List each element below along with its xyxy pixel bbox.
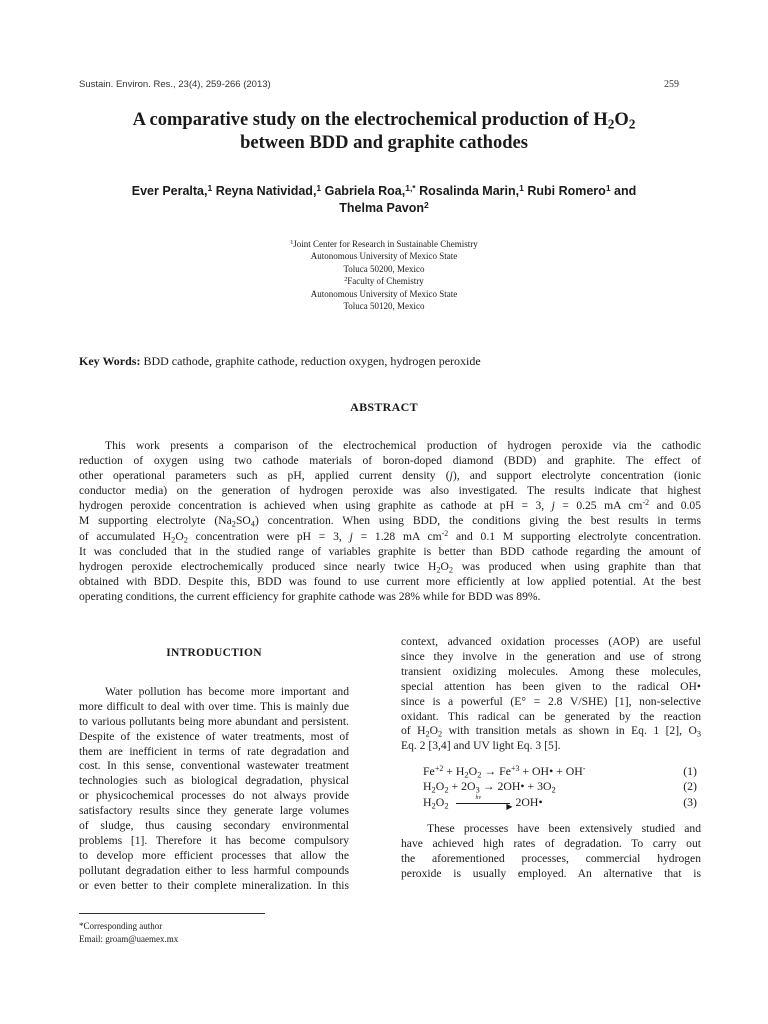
keywords-text: BDD cathode, graphite cathode, reduction oxygen, hydrogen peroxide xyxy=(140,354,481,368)
eq-term: O xyxy=(468,764,478,779)
paragraph-line: of sludge, thus causing secondary environmental xyxy=(79,819,349,833)
abstract-line xyxy=(79,529,701,544)
superscript: -2 xyxy=(642,498,650,508)
abstract-line: reduction of oxygen using two cathode materials of boron-doped diamond (BDD) and graphite. The effect of xyxy=(79,454,701,468)
paragraph-line: more difficult to deal with over time. This is mainly due xyxy=(79,699,349,713)
title-text: between BDD and graphite cathodes xyxy=(240,133,528,153)
text-run: hydrogen peroxide electrochemically produced since nearly twice H xyxy=(79,559,437,573)
footnote-corresponding: *Corresponding author xyxy=(79,921,163,931)
paragraph-line xyxy=(401,724,701,739)
text-run: of H xyxy=(401,724,426,738)
author-affiliation-mark: 2 xyxy=(424,199,429,210)
affiliation-text: Joint Center for Research in Sustainable Chemistry xyxy=(293,239,478,249)
symbol-j: j xyxy=(349,529,353,543)
equation-number: (3) xyxy=(683,794,697,809)
author-list xyxy=(70,183,698,217)
paragraph-line: transient oxidizing molecules. Among these molecules, xyxy=(401,664,701,678)
paragraph-line: pollutant degradation either to less harmful compounds xyxy=(79,863,349,877)
introduction-heading: INTRODUCTION xyxy=(166,647,262,659)
keywords-label: Key Words: xyxy=(79,354,141,368)
author-affiliation-mark: 1 xyxy=(605,182,611,193)
symbol-j: j xyxy=(551,499,555,513)
subscript: 2 xyxy=(448,565,454,575)
running-head xyxy=(79,79,689,90)
text-run: ) concentration. When using BDD, the conditions giving the best results in terms xyxy=(254,514,702,528)
symbol-j: j xyxy=(449,469,453,483)
paragraph-line: or even better to their complete mineralization. In this xyxy=(79,878,349,892)
author-conjunction: and xyxy=(610,184,637,198)
subscript: 4 xyxy=(250,519,255,529)
affiliation-mark: 1 xyxy=(290,239,294,246)
journal-citation: Sustain. Environ. Res., 23(4), 259-266 (2013) xyxy=(79,79,271,90)
eq-term: → 2OH• + 3O xyxy=(479,779,552,794)
hv-label: hν xyxy=(475,795,482,802)
abstract-line: conductor media) on the generation of hydrogen peroxide was also investigated. The results indicate that highest xyxy=(79,484,701,498)
eq-subscript: 2 xyxy=(444,784,449,795)
superscript: -2 xyxy=(441,528,449,538)
text-run: = 1.28 mA cm xyxy=(352,529,442,543)
paragraph-line: Eq. 2 [3,4] and UV light Eq. 3 [5]. xyxy=(401,739,561,753)
equation-number: (1) xyxy=(683,764,697,779)
footnote xyxy=(79,920,178,945)
text-run: O xyxy=(429,724,439,738)
subscript: 2 xyxy=(231,519,236,529)
eq-charge: +3 xyxy=(510,764,520,774)
footnote-email: Email: groam@uaemex.mx xyxy=(79,933,179,944)
introduction-body xyxy=(79,685,349,894)
subscript: 2 xyxy=(183,534,188,544)
text-run: was produced when using graphite than that xyxy=(453,559,701,573)
text-run: = 0.25 mA cm xyxy=(554,499,643,513)
eq-subscript: 2 xyxy=(477,769,482,780)
paragraph-line: satisfactory results since they generate large volumes xyxy=(79,804,349,818)
abstract-line xyxy=(79,559,701,574)
text-run: M supporting electrolyte (Na xyxy=(79,514,232,528)
right-column xyxy=(401,635,701,881)
subscript: 2 xyxy=(436,565,441,575)
paper-title xyxy=(60,109,708,155)
subscript: 2 xyxy=(438,729,443,739)
arrow-head: ▶ xyxy=(506,802,513,812)
subscript: 2 xyxy=(425,729,430,739)
paragraph-line: oxidant. This radical can be generated by the reaction xyxy=(401,709,701,723)
eq-term: → Fe xyxy=(481,764,511,779)
eq-term: + H xyxy=(443,764,465,779)
equation-number: (2) xyxy=(683,779,697,794)
abstract-heading: ABSTRACT xyxy=(350,400,418,414)
equation-3 xyxy=(423,795,701,810)
author-affiliation-mark: 1 xyxy=(207,182,213,193)
text-run: ), and support electrolyte concentration (ionic xyxy=(452,469,701,483)
text-run: with transition metals as shown in Eq. 1 [2], O xyxy=(442,724,697,738)
page-number: 259 xyxy=(664,79,679,90)
subscript: 3 xyxy=(696,729,701,739)
affiliation-text: Faculty of Chemistry xyxy=(347,276,424,287)
eq-term: H xyxy=(423,779,432,794)
eq-term: O xyxy=(435,794,445,809)
author-affiliation-mark: 1,* xyxy=(405,182,416,193)
affiliation-line xyxy=(200,238,568,250)
affiliation-line: Toluca 50200, Mexico xyxy=(343,263,425,274)
affiliation-line xyxy=(200,275,568,287)
affiliation-line: Toluca 50120, Mexico xyxy=(343,301,425,312)
text-run: O xyxy=(175,529,184,543)
eq-subscript: 2 xyxy=(431,784,436,795)
equation-2 xyxy=(423,779,701,794)
paragraph-line: have achieved high rates of degradation. To carry out xyxy=(401,836,701,850)
paragraph-line: cost. In this sense, conventional wastewater treatment xyxy=(79,759,349,773)
text-run: hydrogen peroxide concentration is achieved when using graphite as cathode at pH = 3, xyxy=(79,499,552,513)
eq-term: O xyxy=(435,779,445,794)
paragraph-line: to develop more efficient processes that allow the xyxy=(79,848,349,862)
equation-1 xyxy=(423,764,701,779)
paragraph-line: them are inefficient in terms of rate degradation and xyxy=(79,744,349,758)
abstract-line: operating conditions, the current efficiency for graphite cathode was 28% while for BDD was 89%. xyxy=(79,589,541,603)
equation-block xyxy=(423,764,701,810)
author-name: Thelma Pavon xyxy=(339,201,424,215)
title-subscript: 2 xyxy=(628,116,636,132)
abstract-line: This work presents a comparison of the electrochemical production of hydrogen peroxide via the cathodic xyxy=(105,439,701,452)
author-affiliation-mark: 1 xyxy=(316,182,322,193)
left-column xyxy=(79,640,349,894)
abstract-line xyxy=(79,468,701,483)
paragraph-line: the aforementioned processes, commercial hydrogen xyxy=(401,851,701,865)
title-text: O xyxy=(614,110,629,130)
eq-term: + OH• + OH xyxy=(519,764,583,779)
paragraph-line: technologies such as biological degradation, physical xyxy=(79,774,349,788)
author-affiliation-mark: 1 xyxy=(519,182,524,193)
author-name: Rubi Romero xyxy=(523,184,606,198)
affiliation-line: Autonomous University of Mexico State xyxy=(310,251,458,262)
paragraph-line: or physicochemical processes do not always provide xyxy=(79,789,349,803)
eq-term: 2OH• xyxy=(515,794,543,809)
subscript: 2 xyxy=(171,534,176,544)
text-run: concentration were pH = 3, xyxy=(187,529,350,543)
eq-charge: +2 xyxy=(434,764,444,774)
author-name: Reyna Natividad, xyxy=(212,184,317,198)
paragraph-line: problems [1]. Therefore it has become compulsory xyxy=(79,833,349,847)
eq-term: Fe xyxy=(423,764,435,779)
paragraph-line: Despite of the existence of water treatments, most of xyxy=(79,729,349,743)
paragraph-line: context, advanced oxidation processes (AOP) are useful xyxy=(401,635,701,648)
paragraph-line: since they involve in the generation and use of strong xyxy=(401,649,701,663)
reaction-arrow-icon xyxy=(456,795,513,812)
eq-subscript: 2 xyxy=(431,800,436,810)
footnote-divider xyxy=(79,913,265,914)
eq-term: + 2O xyxy=(448,779,476,794)
author-name: Ever Peralta, xyxy=(131,184,208,198)
abstract-line: obtained with BDD. Despite this, BDD was found to use current more efficiently at low applied potential. At the best xyxy=(79,574,701,588)
arrow-line xyxy=(456,803,510,804)
affiliation-mark: 2 xyxy=(344,277,348,284)
text-run: O xyxy=(440,559,449,573)
text-run: SO xyxy=(235,514,251,528)
affiliations xyxy=(200,238,568,312)
eq-term: H xyxy=(423,794,432,809)
paragraph-line: since is a powerful (E° = 2.8 V/SHE) [1], non-selective xyxy=(401,694,701,708)
title-text: A comparative study on the electrochemical production of H xyxy=(132,110,608,130)
paragraph-line: to various pollutants being more abundant and persistent. xyxy=(79,714,349,728)
author-name: Gabriela Roa, xyxy=(321,184,406,198)
author-name: Rosalinda Marin, xyxy=(415,184,520,198)
affiliation-line: Autonomous University of Mexico State xyxy=(310,288,458,299)
eq-subscript: 3 xyxy=(475,784,480,795)
text-run: and 0.05 xyxy=(649,499,701,513)
eq-subscript: 2 xyxy=(464,769,469,780)
eq-charge: - xyxy=(582,764,586,774)
keywords xyxy=(79,354,689,369)
text-run: and 0.1 M supporting electrolyte concentration. xyxy=(448,529,701,543)
abstract-line: It was concluded that in the studied range of variables graphite is better than BDD cathode regarding the amount of xyxy=(79,544,701,558)
title-subscript: 2 xyxy=(607,116,615,132)
eq-subscript: 2 xyxy=(444,800,449,810)
abstract-body xyxy=(79,438,701,604)
eq-subscript: 2 xyxy=(551,784,556,795)
right-paragraph-1 xyxy=(401,635,701,724)
paragraph-line: peroxide is usually employed. An alternative that is xyxy=(401,866,701,880)
abstract-line xyxy=(79,498,701,513)
paragraph-line: special attention has been given to the radical OH• xyxy=(401,679,701,693)
text-run: of accumulated H xyxy=(79,529,172,543)
paragraph-line: Water pollution has become more important and xyxy=(105,684,349,698)
abstract-line xyxy=(79,513,701,528)
right-paragraph-2 xyxy=(401,822,701,882)
paragraph-line: These processes have been extensively studied and xyxy=(427,821,701,835)
text-run: other operational parameters such as pH, applied current density ( xyxy=(79,469,450,483)
